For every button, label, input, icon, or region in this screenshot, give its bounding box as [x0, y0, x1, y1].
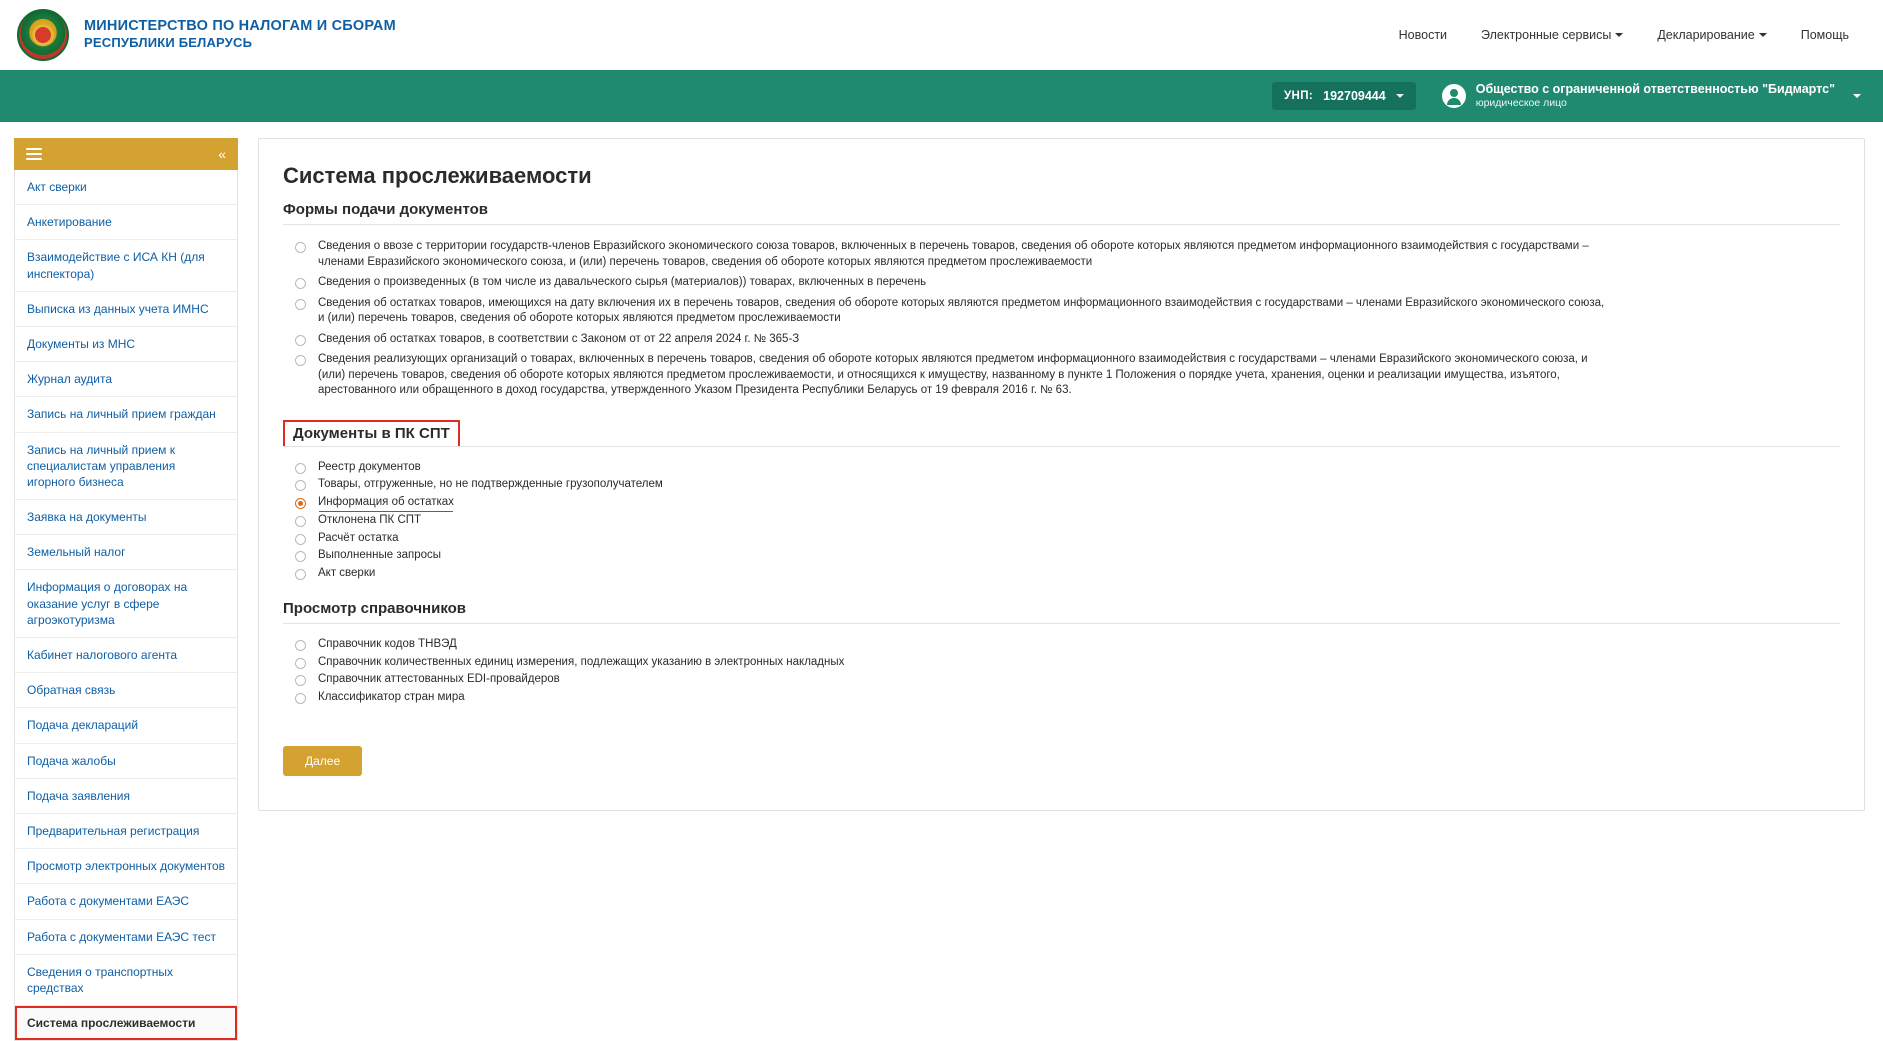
sidebar-item-20[interactable]: [15, 955, 237, 1006]
chevron-down-icon: [1396, 94, 1404, 98]
radio-option-2-3[interactable]: [283, 689, 1840, 707]
radio-option-1-4[interactable]: [283, 530, 1840, 548]
radio-option-0-1[interactable]: [283, 273, 1840, 294]
option-label: Сведения о ввозе с территории государств-членов Евразийского экономического союза товаров, включенных в перечень товаров, сведения об обороте которых являются предметом информационного взаимодействия с государствами – членами Евразийского экономического союза, и (или) перечень товаров, сведения об обороте которых являются предметом прослеживаемости: [318, 240, 1589, 268]
sidebar-item-label: Выписка из данных учета ИМНС: [27, 301, 209, 316]
section-1: [283, 420, 1840, 583]
account-bar: [0, 70, 1883, 122]
chevron-double-left-icon[interactable]: «: [218, 146, 226, 162]
site-header: [0, 0, 1883, 70]
section-heading: Документы в ПК СПТ: [283, 420, 460, 446]
option-label: Сведения о произведенных (в том числе из давальческого сырья (материалов)) товарах, включенных в перечень: [318, 276, 927, 289]
sidebar-item-label: Предварительная регистрация: [27, 823, 200, 838]
option-label: Справочник аттестованных EDI-провайдеров: [318, 673, 560, 686]
sidebar-item-3[interactable]: [15, 292, 237, 327]
radio-option-1-3[interactable]: [283, 512, 1840, 530]
sidebar-item-label: Запись на личный прием к специалистам управления игорного бизнеса: [27, 442, 176, 489]
sidebar-item-label: Подача заявления: [27, 788, 130, 803]
form-sections: [283, 201, 1840, 706]
sidebar-item-2[interactable]: [15, 240, 237, 291]
option-label: Отклонена ПК СПТ: [318, 514, 422, 527]
radio-option-0-3[interactable]: [283, 330, 1840, 351]
page-body: [0, 122, 1883, 1041]
chevron-down-icon: [1759, 33, 1767, 37]
radio-button-selected-icon[interactable]: [295, 498, 306, 509]
radio-button-icon[interactable]: [295, 463, 306, 474]
radio-option-1-5[interactable]: [283, 547, 1840, 565]
sidebar-item-label: Акт сверки: [27, 180, 87, 194]
option-label: Сведения об остатках товаров, имеющихся на дату включения их в перечень товаров, сведения об обороте которых являются предметом информационного взаимодействия с государствами – членами Евразийского экономического союза, и (или) перечень товаров, сведения об обороте которых являются предметом прослеживаемости: [318, 296, 1605, 325]
sidebar-item-label: Взаимодействие с ИСА КН (для инспектора): [27, 250, 205, 281]
option-list: [283, 237, 1840, 402]
sidebar-item-label: Просмотр электронных документов: [27, 859, 225, 874]
nav-item-news[interactable]: [1399, 28, 1447, 42]
radio-option-2-2[interactable]: [283, 671, 1840, 689]
chevron-down-icon: [1853, 94, 1861, 98]
page-title: Система прослеживаемости: [283, 163, 592, 188]
radio-option-0-2[interactable]: [283, 294, 1840, 330]
radio-button-icon[interactable]: [295, 551, 306, 562]
option-label: Справочник количественных единиц измерения, подлежащих указанию в электронных накладных: [318, 655, 845, 668]
radio-button-icon[interactable]: [295, 278, 306, 289]
sidebar-item-label: Информация о договорах на оказание услуг в сфере агроэкотуризма: [27, 580, 188, 627]
radio-button-icon[interactable]: [295, 675, 306, 686]
top-navigation: [1399, 28, 1849, 42]
radio-option-1-1[interactable]: [283, 476, 1840, 494]
radio-button-icon[interactable]: [295, 335, 306, 346]
belarus-coat-of-arms-icon: [14, 6, 72, 64]
organization-title: [84, 17, 396, 51]
option-label: Классификатор стран мира: [318, 690, 465, 703]
sidebar-item-label: Система прослеживаемости: [27, 1016, 196, 1031]
sidebar-item-label: Работа с документами ЕАЭС тест: [27, 929, 216, 944]
radio-option-1-6[interactable]: [283, 565, 1840, 583]
sidebar-item-21[interactable]: [15, 1006, 237, 1040]
section-heading: Формы подачи документов: [283, 201, 1840, 225]
organization-title-line2: РЕСПУБЛИКИ БЕЛАРУСЬ: [84, 35, 253, 51]
sidebar-item-12[interactable]: [15, 673, 237, 708]
option-label: Расчёт остатка: [318, 531, 399, 544]
nav-item-e-services-label: Электронные сервисы: [1481, 27, 1612, 42]
content-card: [258, 138, 1865, 811]
radio-button-icon[interactable]: [295, 534, 306, 545]
nav-item-help[interactable]: [1801, 28, 1849, 42]
section-2: [283, 600, 1840, 706]
sidebar-item-10[interactable]: [15, 570, 237, 638]
radio-button-icon[interactable]: [295, 299, 306, 310]
option-label: Товары, отгруженные, но не подтвержденные грузополучателем: [318, 478, 663, 491]
radio-button-icon[interactable]: [295, 693, 306, 704]
nav-item-help-label: Помощь: [1800, 27, 1849, 42]
sidebar-menu: [14, 170, 238, 1041]
organization-title-line1: МИНИСТЕРСТВО ПО НАЛОГАМ И СБОРАМ: [84, 18, 396, 35]
nav-item-news-label: Новости: [1398, 27, 1448, 42]
radio-button-icon[interactable]: [295, 355, 306, 366]
option-label: Информация об остатках: [318, 495, 454, 512]
sidebar-item-17[interactable]: [15, 849, 237, 884]
radio-button-icon[interactable]: [295, 242, 306, 253]
user-type: юридическое лицо: [1475, 97, 1567, 110]
sidebar-item-label: Земельный налог: [27, 545, 126, 560]
user-info: [1476, 81, 1835, 111]
main-content: [258, 138, 1883, 1041]
sidebar-item-19[interactable]: [15, 920, 237, 955]
sidebar-item-label: Работа с документами ЕАЭС: [27, 894, 190, 909]
nav-item-declaring[interactable]: [1657, 28, 1766, 42]
option-label: Сведения реализующих организаций о товарах, включенных в перечень товаров, сведения об обороте которых являются предметом информационного взаимодействия с государствами – членами Евразийского экономического союза, и (или) перечень товаров, сведения об обороте которых являются предметом прослеживаемости, и относящихся к имуществу, названному в пункте 1 Положения о порядке учета, хранения, оценки и реализации имущества, изъятого, арестованного или обращенного в доход государства, утвержденного Указом Президента Республики Беларусь от 19 февраля 2016 г. № 63.: [318, 353, 1588, 397]
sidebar-item-9[interactable]: [15, 535, 237, 570]
sidebar-item-label: Подача жалобы: [27, 753, 116, 768]
sidebar-item-11[interactable]: [15, 638, 237, 673]
user-name: Общество с ограниченной ответственностью "Бидмартс": [1475, 82, 1835, 97]
hamburger-menu-icon[interactable]: [26, 145, 42, 163]
next-button[interactable]: Далее: [283, 746, 362, 776]
sidebar-item-15[interactable]: [15, 779, 237, 814]
sidebar-item-0[interactable]: [15, 170, 237, 205]
sidebar-item-label: Анкетирование: [27, 215, 112, 230]
radio-button-icon[interactable]: [295, 640, 306, 651]
radio-option-0-4[interactable]: [283, 350, 1840, 402]
nav-item-declaring-label: Декларирование: [1657, 27, 1755, 42]
section-heading: Просмотр справочников: [283, 600, 1840, 624]
user-menu[interactable]: [1442, 81, 1861, 111]
sidebar-item-label: Кабинет налогового агента: [27, 648, 178, 662]
sidebar-item-4[interactable]: [15, 327, 237, 362]
radio-button-icon[interactable]: [295, 516, 306, 527]
sidebar-item-label: Журнал аудита: [27, 372, 113, 387]
sidebar-item-label: Заявка на документы: [27, 510, 147, 525]
radio-option-0-0[interactable]: [283, 237, 1840, 273]
sidebar-item-14[interactable]: [15, 744, 237, 779]
radio-option-1-0[interactable]: [283, 459, 1840, 477]
sidebar-item-label: Документы из МНС: [27, 336, 136, 351]
chevron-down-icon: [1615, 33, 1623, 37]
sidebar-item-18[interactable]: [15, 884, 237, 919]
section-0: [283, 201, 1840, 402]
radio-option-1-2[interactable]: [283, 494, 1840, 513]
option-label: Сведения об остатках товаров, в соответствии с Законом от от 22 апреля 2024 г. № 365-З: [318, 332, 800, 345]
radio-option-2-0[interactable]: [283, 636, 1840, 654]
option-label: Справочник кодов ТНВЭД: [318, 638, 457, 651]
nav-item-e-services[interactable]: [1481, 28, 1623, 42]
sidebar-item-1[interactable]: [15, 205, 237, 240]
unp-label: УНП:: [1283, 90, 1314, 102]
radio-button-icon[interactable]: [295, 569, 306, 580]
sidebar-item-label: Запись на личный прием граждан: [27, 407, 216, 422]
option-list: [283, 636, 1840, 706]
option-label: Акт сверки: [318, 566, 376, 579]
radio-button-icon[interactable]: [295, 480, 306, 491]
sidebar-item-16[interactable]: [15, 814, 237, 849]
option-list: [283, 459, 1840, 583]
sidebar-item-8[interactable]: [15, 500, 237, 535]
sidebar-item-6[interactable]: [15, 397, 237, 432]
sidebar-item-13[interactable]: [15, 708, 237, 743]
unp-selector[interactable]: [1272, 82, 1416, 110]
radio-option-2-1[interactable]: [283, 654, 1840, 672]
sidebar: [14, 138, 238, 1041]
radio-button-icon[interactable]: [295, 658, 306, 669]
option-label: Выполненные запросы: [318, 549, 442, 562]
avatar: [1442, 84, 1466, 108]
sidebar-item-label: Подача деклараций: [27, 718, 139, 733]
sidebar-item-label: Обратная связь: [27, 683, 116, 698]
option-label: Реестр документов: [318, 460, 421, 473]
sidebar-item-5[interactable]: [15, 362, 237, 397]
sidebar-item-7[interactable]: [15, 433, 237, 501]
sidebar-item-label: Сведения о транспортных средствах: [27, 964, 173, 995]
sidebar-header: [14, 138, 238, 170]
unp-value: 192709444: [1323, 89, 1386, 103]
